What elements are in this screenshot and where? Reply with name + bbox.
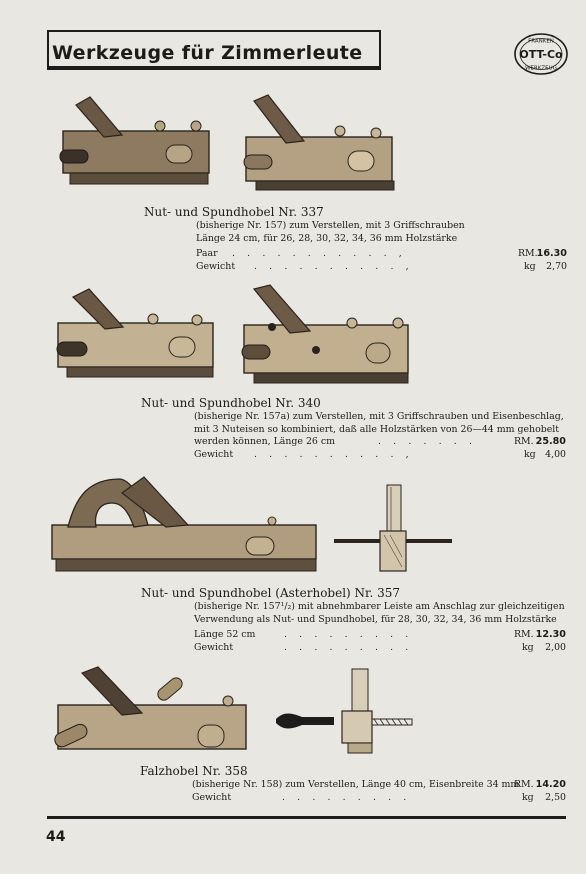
product-337-desc-line: Länge 24 cm, für 26, 28, 30, 32, 34, 36 mm Holzstärke: [196, 232, 458, 244]
currency-unit: RM.: [514, 629, 534, 640]
weight-value: 2,00: [545, 641, 566, 653]
logo-main-text: OTT-Co: [519, 48, 563, 61]
logo-bottom-text: WERKZEUG: [525, 65, 557, 72]
product-357-desc-line: (bisherige Nr. 157¹/₂) mit abnehmbarer Leiste am Anschlag zur gleichzeitigen: [194, 601, 565, 612]
product-358-title: Falzhobel Nr. 358: [140, 764, 248, 778]
price-value: 16.30: [536, 248, 567, 259]
logo-top-text: FRANKEN: [528, 38, 554, 45]
product-340-title: Nut- und Spundhobel Nr. 340: [141, 396, 321, 410]
product-340-description: [194, 411, 568, 461]
plane-337-back-image: [242, 93, 397, 193]
product-337-description: [196, 220, 566, 273]
desc-line: (bisherige Nr. 158) zum Verstellen, Länge 40 cm, Eisenbreite 34 mm: [192, 779, 520, 790]
product-358-weight-row: [192, 792, 568, 805]
weight-unit: kg: [522, 641, 534, 653]
plane-358-image: [52, 665, 252, 757]
weight-unit: kg: [522, 791, 534, 803]
leader-dots: . . . . . . . . . . . ,: [232, 248, 407, 259]
currency-unit: RM.: [514, 779, 534, 790]
product-337-price-row: [196, 248, 566, 261]
footer-rule: [47, 816, 566, 819]
product-357-weight-row: [194, 642, 568, 655]
price-label: Paar: [196, 248, 218, 259]
weight-label: Gewicht: [194, 641, 234, 653]
weight-label: Gewicht: [194, 448, 234, 460]
desc-line-end: werden können, Länge 26 cm: [194, 436, 336, 447]
product-340-desc-line: mit 3 Nuteisen so kombiniert, daß alle Holzstärken von 26—44 mm gehobelt: [194, 423, 560, 435]
weight-value: 4,00: [545, 448, 566, 460]
page-title: Werkzeuge für Zimmerleute: [52, 42, 363, 64]
price-value: 12.30: [535, 629, 566, 640]
product-340-desc-line: (bisherige Nr. 157a) zum Verstellen, mit 3 Griffschrauben und Eisenbeschlag,: [194, 411, 564, 422]
price-value: 25.80: [535, 436, 566, 447]
weight-label: Gewicht: [196, 260, 236, 272]
length-label: Länge 52 cm: [194, 629, 256, 640]
weight-unit: kg: [524, 260, 536, 272]
product-358-description: [192, 779, 568, 804]
leader-dots: . . . . . . . . . . ,: [254, 260, 414, 272]
product-357-description: [194, 601, 568, 654]
leader-dots: . . . . . . . . .: [284, 629, 413, 640]
currency-unit: RM.: [518, 248, 538, 259]
currency-unit: RM.: [514, 436, 534, 447]
leader-dots: . . . . . . . . . . ,: [254, 448, 414, 460]
falzhobel-detail-image: [272, 667, 416, 757]
product-337-weight-row: [196, 261, 566, 274]
price-value: 14.20: [535, 779, 566, 790]
product-357-price-row: [194, 629, 568, 642]
weight-value: 2,50: [545, 791, 566, 803]
weight-unit: kg: [524, 448, 536, 460]
plane-340-front-image: [55, 287, 217, 382]
leader-dots: . . . . . . . . .: [282, 791, 411, 803]
product-357-title: Nut- und Spundhobel (Asterhobel) Nr. 357: [141, 586, 400, 600]
leader-dots: . . . . . . .: [378, 436, 477, 447]
product-337-title: Nut- und Spundhobel Nr. 337: [144, 205, 324, 219]
plane-357-image: [50, 475, 320, 575]
page-number: 44: [46, 829, 66, 845]
product-358-price-row: [192, 779, 568, 792]
product-340-price-row: [194, 436, 568, 449]
weight-label: Gewicht: [192, 791, 232, 803]
plane-337-front-image: [58, 95, 213, 187]
plane-340-back-image: [240, 283, 412, 385]
leader-dots: . . . . . . . . .: [284, 641, 413, 653]
product-337-desc-line: (bisherige Nr. 157) zum Verstellen, mit 3 Griffschrauben: [196, 220, 465, 231]
product-340-weight-row: [194, 449, 568, 462]
weight-value: 2,70: [546, 260, 567, 272]
product-357-desc-line: Verwendung als Nut- und Spundhobel, für 28, 30, 32, 34, 36 mm Holzstärke: [194, 613, 557, 625]
ott-logo: [514, 33, 568, 75]
asterhobel-detail-image: [332, 483, 456, 575]
